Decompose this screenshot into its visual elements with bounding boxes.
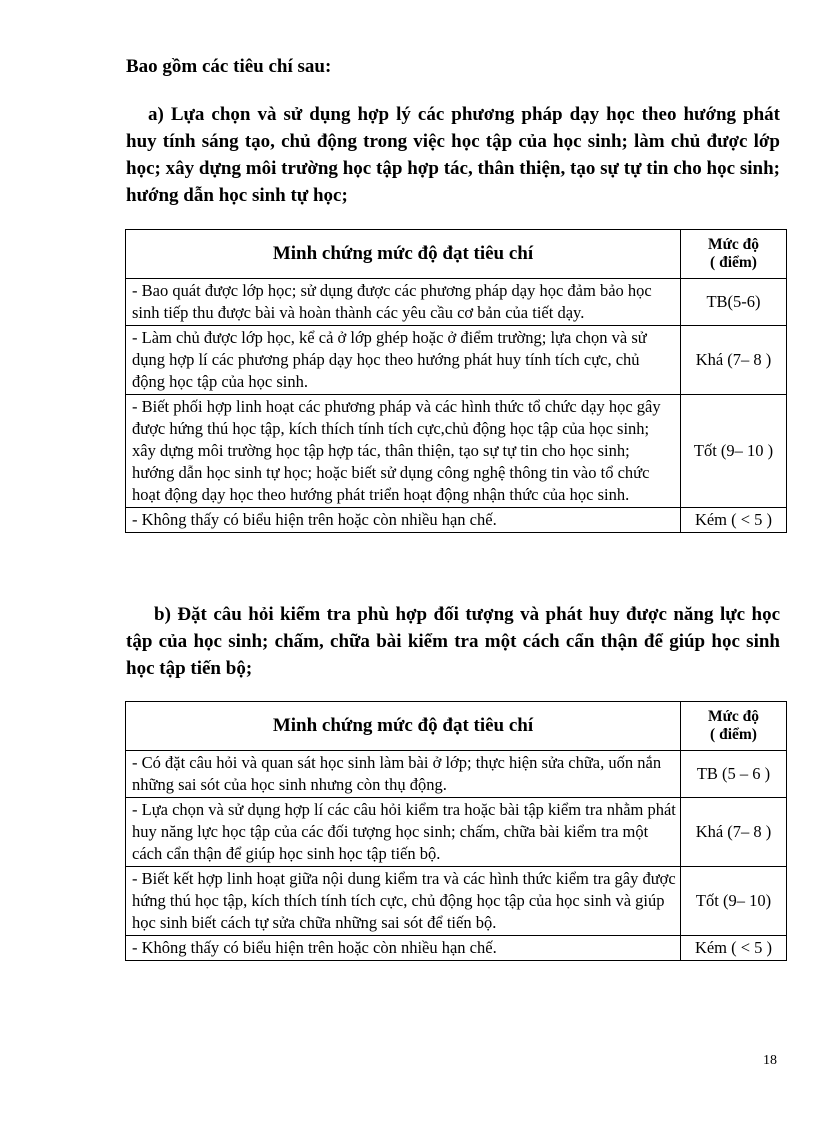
header-criteria: Minh chứng mức độ đạt tiêu chí bbox=[126, 702, 681, 751]
row-score: Khá (7– 8 ) bbox=[681, 326, 787, 395]
table-row bbox=[126, 326, 787, 395]
criterion-a-heading: a) Lựa chọn và sử dụng hợp lý các phương pháp dạy học theo hướng phát huy tính sáng tạo, chủ động trong việc học tập của học sinh; làm chủ được lớp học; xây dựng môi trường học tập hợp tác, thân thiện, tạo sự tự tin cho học sinh; hướng dẫn học sinh tự học; bbox=[126, 104, 780, 206]
row-score: Tốt (9– 10 ) bbox=[681, 395, 787, 508]
row-score: Kém ( < 5 ) bbox=[681, 936, 787, 961]
header-level-line1: Mức độ bbox=[707, 708, 760, 725]
row-score: TB (5 – 6 ) bbox=[681, 751, 787, 798]
header-criteria: Minh chứng mức độ đạt tiêu chí bbox=[126, 230, 681, 279]
criterion-a-table bbox=[125, 229, 787, 533]
row-description: - Biết kết hợp linh hoạt giữa nội dung kiểm tra và các hình thức kiểm tra gây được hứng thú học tập, kích thích tính tích cực, chủ động học tập của học sinh và giúp học sinh biết cách tự sửa chữa những sai sót để tiến bộ. bbox=[126, 867, 681, 936]
row-description: - Lựa chọn và sử dụng hợp lí các câu hỏi kiểm tra hoặc bài tập kiểm tra nhằm phát huy năng lực học tập của các đối tượng học sinh; chấm, chữa bài kiểm tra một cách cẩn thận để giúp học sinh học tập tiến bộ. bbox=[126, 798, 681, 867]
table-row bbox=[126, 798, 787, 867]
table-row bbox=[126, 936, 787, 961]
header-level-line1: Mức độ bbox=[707, 236, 760, 253]
table-row bbox=[126, 867, 787, 936]
row-score: Khá (7– 8 ) bbox=[681, 798, 787, 867]
table-header-row bbox=[126, 702, 787, 751]
row-score: TB(5-6) bbox=[681, 279, 787, 326]
header-level-line2: ( điểm) bbox=[710, 254, 757, 271]
table-row bbox=[126, 395, 787, 508]
criterion-b-heading: b) Đặt câu hỏi kiểm tra phù hợp đối tượng và phát huy được năng lực học tập của học sinh; chấm, chữa bài kiểm tra một cách cẩn thận để giúp học sinh học tập tiến bộ; bbox=[126, 604, 780, 679]
row-description: - Làm chủ được lớp học, kể cả ở lớp ghép hoặc ở điểm trường; lựa chọn và sử dụng hợp lí các phương pháp dạy học theo hướng phát huy tính tích cực, chủ động học tập của học sinh. bbox=[126, 326, 681, 395]
row-score: Kém ( < 5 ) bbox=[681, 508, 787, 533]
table-header-row bbox=[126, 230, 787, 279]
header-level bbox=[681, 702, 787, 751]
row-description: - Không thấy có biểu hiện trên hoặc còn nhiều hạn chế. bbox=[126, 936, 681, 961]
row-description: - Có đặt câu hỏi và quan sát học sinh làm bài ở lớp; thực hiện sửa chữa, uốn nắn những sai sót của học sinh nhưng còn thụ động. bbox=[126, 751, 681, 798]
table-row bbox=[126, 751, 787, 798]
row-description: - Biết phối hợp linh hoạt các phương pháp và các hình thức tổ chức dạy học gây được hứng thú học tập, kích thích tính tích cực,chủ động học tập của học sinh; xây dựng môi trường học tập hợp tác, thân thiện, tạo sự tự tin cho học sinh; hướng dẫn học sinh tự học; hoặc biết sử dụng công nghệ thông tin vào tổ chức hoạt động dạy học theo hướng phát triển hoạt động nhận thức của học sinh. bbox=[126, 395, 681, 508]
intro-text: Bao gồm các tiêu chí sau: bbox=[126, 56, 332, 77]
header-level-line2: ( điểm) bbox=[710, 726, 757, 743]
criterion-b-table bbox=[125, 701, 787, 961]
table-row bbox=[126, 279, 787, 326]
row-score: Tốt (9– 10) bbox=[681, 867, 787, 936]
row-description: - Không thấy có biểu hiện trên hoặc còn nhiều hạn chế. bbox=[126, 508, 681, 533]
page-number: 18 bbox=[763, 1053, 777, 1068]
header-level bbox=[681, 230, 787, 279]
row-description: - Bao quát được lớp học; sử dụng được các phương pháp dạy học đảm bảo học sinh tiếp thu được bài và hoàn thành các yêu cầu cơ bản của tiết dạy. bbox=[126, 279, 681, 326]
table-row bbox=[126, 508, 787, 533]
